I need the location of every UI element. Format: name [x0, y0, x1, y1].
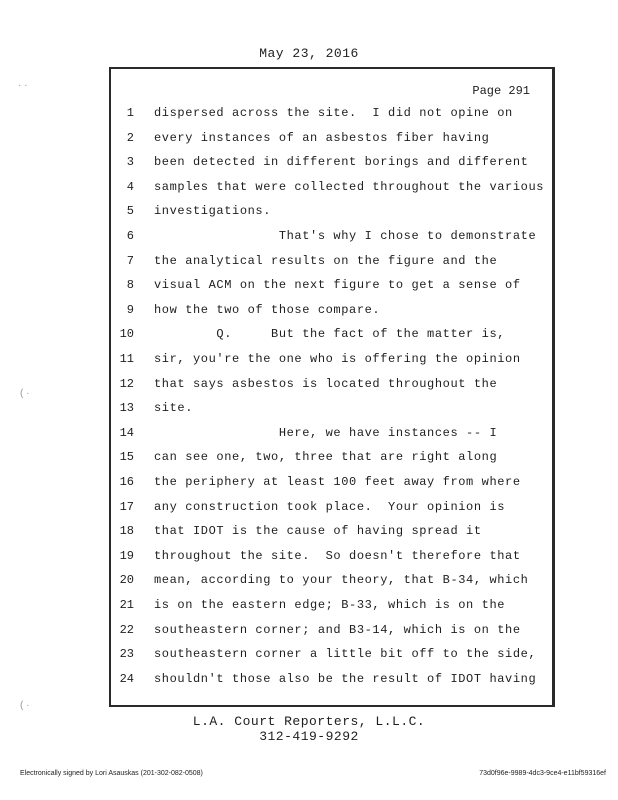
- line-number: 24: [119, 672, 134, 686]
- line-number: 17: [119, 500, 134, 514]
- transcript-line-text: the analytical results on the figure and the: [154, 254, 498, 268]
- line-number: 9: [126, 303, 134, 317]
- transcript-line-text: visual ACM on the next figure to get a sense of: [154, 278, 521, 292]
- transcript-line-text: investigations.: [154, 204, 272, 218]
- transcript-line-text: southeastern corner a little bit off to the side,: [154, 647, 537, 661]
- transcript-line-text: sir, you're the one who is offering the opinion: [154, 352, 521, 366]
- line-number: 11: [119, 352, 134, 366]
- transcript-line-text: mean, according to your theory, that B-34, which: [154, 573, 529, 587]
- line-number: 15: [119, 450, 134, 464]
- line-number: 16: [119, 475, 134, 489]
- transcript-line-text: that IDOT is the cause of having spread it: [154, 524, 482, 538]
- transcript-line-text: That's why I chose to demonstrate: [154, 229, 537, 243]
- line-number: 14: [119, 426, 134, 440]
- line-number: 23: [119, 647, 134, 661]
- transcript-line-text: any construction took place. Your opinion is: [154, 500, 506, 514]
- transcript-line-text: can see one, two, three that are right along: [154, 450, 498, 464]
- line-number: 4: [126, 180, 134, 194]
- line-number: 22: [119, 623, 134, 637]
- line-number: 19: [119, 549, 134, 563]
- line-number: 3: [126, 155, 134, 169]
- line-number: 8: [126, 278, 134, 292]
- transcript-line-text: that says asbestos is located throughout the: [154, 377, 498, 391]
- punch-hole-mark-middle: ( ·: [20, 388, 30, 399]
- line-number: 2: [126, 131, 134, 145]
- transcript-line-text: Q. But the fact of the matter is,: [154, 327, 506, 341]
- transcript-line-text: the periphery at least 100 feet away from where: [154, 475, 521, 489]
- line-number: 13: [119, 401, 134, 415]
- transcript-date: May 23, 2016: [259, 46, 359, 61]
- transcript-line-text: Here, we have instances -- I: [154, 426, 498, 440]
- transcript-line-text: is on the eastern edge; B-33, which is on the: [154, 598, 506, 612]
- document-id: 73d0f96e-9989-4dc3-9ce4-e11bf59316ef: [479, 770, 606, 777]
- transcript-line-text: been detected in different borings and different: [154, 155, 529, 169]
- line-number: 10: [119, 327, 134, 341]
- punch-hole-mark-bottom: ( ·: [20, 700, 30, 711]
- line-number: 5: [126, 204, 134, 218]
- line-number: 1: [126, 106, 134, 120]
- scan-mark-top: · ·: [18, 80, 28, 91]
- electronic-signature-note: Electronically signed by Lori Asauskas (201-302-082-0508): [20, 770, 203, 777]
- transcript-line-text: southeastern corner; and B3-14, which is on the: [154, 623, 521, 637]
- transcript-line-text: samples that were collected throughout the various: [154, 180, 545, 194]
- reporter-phone: 312-419-9292: [259, 729, 359, 744]
- transcript-line-text: shouldn't those also be the result of IDOT having: [154, 672, 537, 686]
- page-number: Page 291: [472, 84, 530, 98]
- line-number: 6: [126, 229, 134, 243]
- transcript-line-text: throughout the site. So doesn't therefore that: [154, 549, 521, 563]
- transcript-line-text: site.: [154, 401, 194, 415]
- transcript-line-text: every instances of an asbestos fiber having: [154, 131, 490, 145]
- transcript-line-text: how the two of those compare.: [154, 303, 381, 317]
- line-number: 12: [119, 377, 134, 391]
- line-number: 7: [126, 254, 134, 268]
- line-number: 20: [119, 573, 134, 587]
- transcript-line-text: dispersed across the site. I did not opine on: [154, 106, 513, 120]
- reporter-company: L.A. Court Reporters, L.L.C.: [192, 714, 426, 729]
- line-number: 21: [119, 598, 134, 612]
- line-number: 18: [119, 524, 134, 538]
